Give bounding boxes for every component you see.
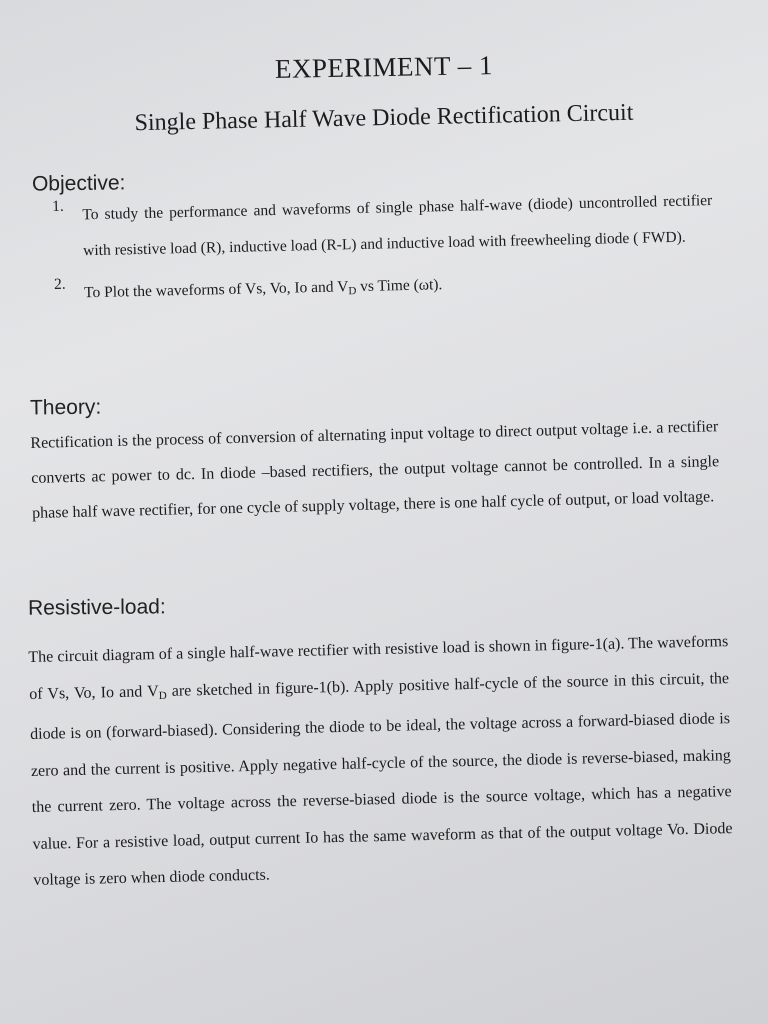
page-title: EXPERIMENT – 1 <box>274 50 494 84</box>
resistive-load-paragraph <box>28 624 734 899</box>
list-item-text <box>84 261 715 315</box>
list-item <box>52 183 713 270</box>
resistive-text-end: are sketched in figure-1(b). Apply positive half-cycle of the source in this circuit, the diode is on (forward-biased). Considering the diode to be ideal, the voltage across a forward-biased diode is zero and the current is positive. Apply negative half-cycle of the source, the diode is reverse-biased, making the current zero. The voltage across the reverse-biased diode is the source voltage, which has a negative value. For a resistive load, output current Io has the same waveform as that of the output voltage Vo. Diode voltage is zero when diode conducts. <box>29 669 733 889</box>
objective-heading: Objective: <box>31 171 126 196</box>
resistive-load-heading: Resistive-load: <box>27 595 166 620</box>
objective-list <box>52 183 715 322</box>
subscript: D <box>158 689 167 702</box>
theory-heading: Theory: <box>29 395 102 420</box>
list-item-number: 1. <box>52 197 65 215</box>
subscript: D <box>348 285 357 298</box>
list-item-text-start: To Plot the waveforms of Vs, Vo, Io and V <box>83 278 349 302</box>
list-item-text: To study the performance and waveforms of single phase half-wave (diode) uncontrolled rectifier with resistive load (R), inductive load (R-L) and inductive load with freewheeling diode ( FWD). <box>82 192 713 260</box>
list-item-text-end: vs Time (ωt). <box>356 276 443 296</box>
page-subtitle: Single Phase Half Wave Diode Rectification Circuit <box>134 99 634 137</box>
list-item <box>54 261 715 316</box>
resistive-text-start: The circuit diagram of a single half-wave rectifier with resistive load is shown in figure-1(a). The waveforms of Vs, Vo, Io and V <box>28 633 729 703</box>
list-item-number: 2. <box>53 275 66 293</box>
theory-paragraph: Rectification is the process of conversion of alternating input voltage to direct output voltage i.e. a rectifier converts ac power to dc. In diode –based rectifiers, the output voltage cannot be controlled. In a single phase half wave rectifier, for one cycle of supply voltage, there is one half cycle of output, or load voltage. <box>30 418 720 522</box>
